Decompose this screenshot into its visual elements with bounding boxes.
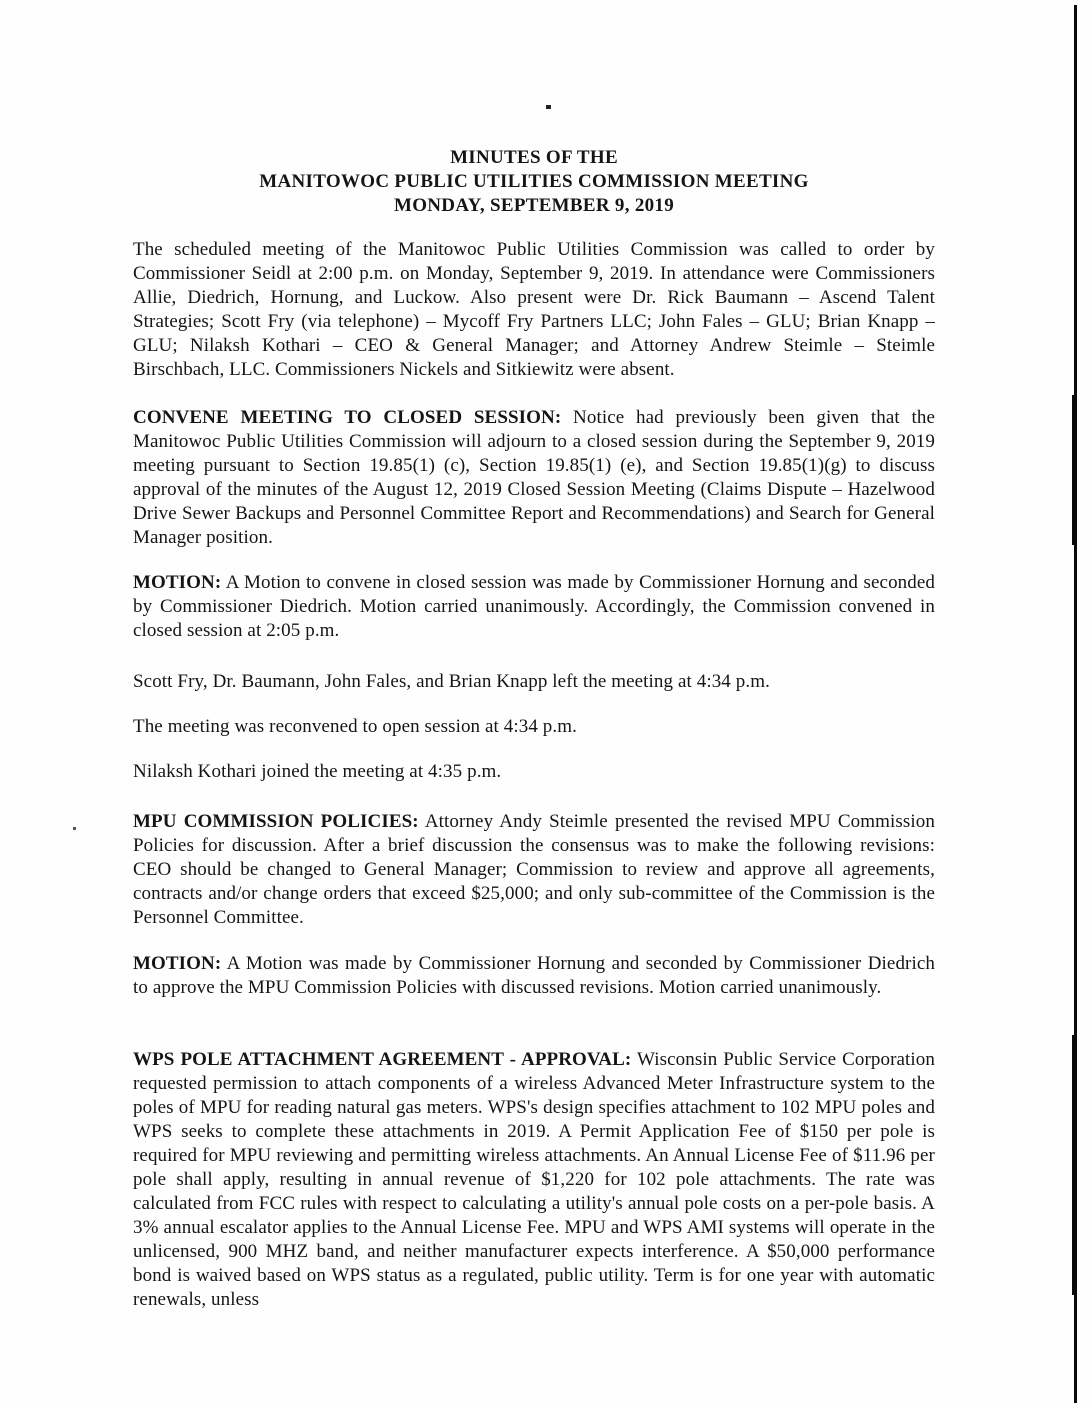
paragraph-text: Wisconsin Public Service Corporation requested permission to attach components of a wireless Advanced Meter Infrastructure system to the poles of MPU for reading natural gas meters. WPS's design specifies attachment to 102 MPU poles and WPS seeks to complete these attachments in 2019. A Permit Application Fee of $150 per pole is required for MPU reviewing and permitting wireless attachments. An Annual License Fee of $11.96 per pole shall apply, resulting in annual revenue of $1,220 for 102 pole attachments. The rate was calculated from FCC rules with respect to calculating a utility's annual pole costs on a per-pole basis. A 3% annual escalator applies to the Annual License Fee. MPU and WPS AMI systems will operate in the unlicensed, 900 MHZ band, and neither manufacturer expects interference. A $50,000 performance bond is waived based on WPS status as a regulated, public utility. Term is for one year with automatic renewals, unless (133, 1049, 935, 1310)
scan-artifact-line (1074, 5, 1077, 1403)
paragraph-text: A Motion to convene in closed session was made by Commissioner Hornung and seconded by Commissioner Diedrich. Motion carried unanimously. Accordingly, the Commission convened in closed session at 2:05 p.m. (133, 572, 935, 641)
title-line-1: MINUTES OF THE (450, 147, 618, 168)
paragraph-text: Attorney Andy Steimle presented the revised MPU Commission Policies for discussion. After a brief discussion the consensus was to make the following revisions: CEO should be changed to General Manager; Commission to review and approve all agreements, contracts and/or change orders that exceed $25,000; and only sub-committee of the Commission is the Personnel Committee. (133, 811, 935, 928)
paragraph-text: A Motion was made by Commissioner Hornung and seconded by Commissioner Diedrich to approve the MPU Commission Policies with discussed revisions. Motion carried unanimously. (133, 953, 935, 998)
title-line-3: MONDAY, SEPTEMBER 9, 2019 (393, 195, 675, 216)
paragraph-motion-closed-session (133, 571, 935, 643)
document-title (133, 146, 935, 218)
paragraph-reconvened (133, 715, 935, 739)
section-heading: WPS POLE ATTACHMENT AGREEMENT - APPROVAL: (133, 1049, 632, 1070)
paragraph-opening (133, 238, 935, 382)
section-heading: MOTION: (133, 572, 222, 593)
section-heading: MOTION: (133, 953, 222, 974)
paragraph-text: The scheduled meeting of the Manitowoc Public Utilities Commission was called to order by Commissioner Seidl at 2:00 p.m. on Monday, September 9, 2019. In attendance were Commissioners Allie, Diedrich, Hornung, and Luckow. Also present were Dr. Rick Baumann – Ascend Talent Strategies; Scott Fry (via telephone) – Mycoff Fry Partners LLC; John Fales – GLU; Brian Knapp – GLU; Nilaksh Kothari – CEO & General Manager; and Attorney Andrew Steimle – Steimle Birschbach, LLC. Commissioners Nickels and Sitkiewitz were absent. (133, 239, 935, 380)
paragraph-text: Notice had previously been given that the Manitowoc Public Utilities Commission will adjourn to a closed session during the September 9, 2019 meeting pursuant to Section 19.85(1) (c), Section 19.85(1) (e), and Section 19.85(1)(g) to discuss approval of the minutes of the August 12, 2019 Closed Session Meeting (Claims Dispute – Hazelwood Drive Sewer Backups and Personnel Committee Report and Recommendations) and Search for General Manager position. (133, 407, 936, 548)
section-heading: CONVENE MEETING TO CLOSED SESSION: (133, 407, 562, 428)
title-line-2: MANITOWOC PUBLIC UTILITIES COMMISSION MEETING (259, 171, 809, 192)
paragraph-mpu-commission-policies (133, 810, 935, 930)
paragraph-kothari-joined (133, 760, 935, 784)
paragraph-convene-closed-session (133, 406, 935, 550)
paragraph-text: The meeting was reconvened to open session at 4:34 p.m. (133, 716, 577, 737)
scan-speck (546, 105, 551, 109)
paragraph-motion-policies (133, 952, 935, 1000)
paragraph-wps-pole-attachment (133, 1048, 935, 1312)
scan-speck (73, 827, 76, 830)
paragraph-text: Nilaksh Kothari joined the meeting at 4:35 p.m. (133, 761, 502, 782)
paragraph-text: Scott Fry, Dr. Baumann, John Fales, and Brian Knapp left the meeting at 4:34 p.m. (133, 671, 770, 692)
paragraph-attendees-left (133, 670, 935, 694)
section-heading: MPU COMMISSION POLICIES: (133, 811, 419, 832)
